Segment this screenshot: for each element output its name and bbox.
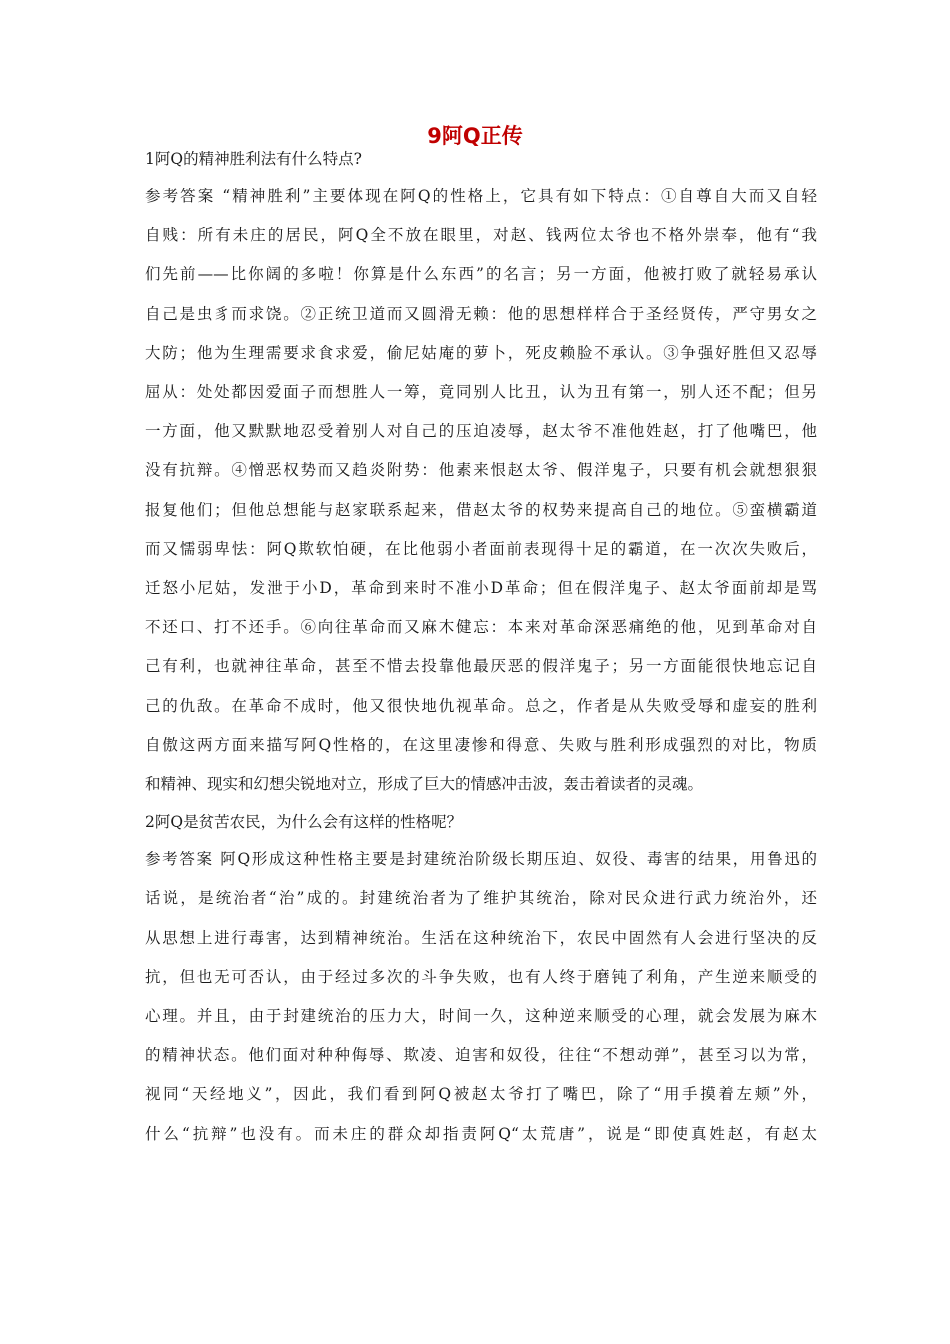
answer-1-line: 自贱：所有未庄的居民，阿Q全不放在眼里，对赵、钱两位太爷也不格外崇奉，他有“我 <box>145 226 817 245</box>
answer-2-line: 话说，是统治者“治”成的。封建统治者为了维护其统治，除对民众进行武力统治外，还 <box>145 889 817 908</box>
answer-1-line: 己有利，也就神往革命，甚至不惜去投靠他最厌恶的假洋鬼子；另一方面能很快地忘记自 <box>145 657 817 676</box>
question-1: 1阿Q的精神胜利法有什么特点? <box>145 150 362 168</box>
answer-2 <box>145 840 817 1154</box>
answer-1-line: 屈从：处处都因爱面子而想胜人一筹，竟同别人比丑，认为丑有第一，别人还不配；但另 <box>145 383 817 402</box>
page-title: 9阿Q正传 <box>427 124 523 148</box>
answer-1-line: 大防；他为生理需要求食求爱，偷尼姑庵的萝卜，死皮赖脸不承认。③争强好胜但又忍辱 <box>145 343 817 362</box>
question-2: 2阿Q是贫苦农民，为什么会有这样的性格呢？ <box>145 813 463 832</box>
answer-2-line: 心理。并且，由于封建统治的压力大，时间一久，这种逆来顺受的心理，就会发展为麻木 <box>145 1007 817 1026</box>
answer-1-line: 没有抗辩。④憎恶权势而又趋炎附势：他素来恨赵太爷、假洋鬼子，只要有机会就想狠狠 <box>145 461 817 480</box>
answer-2-line: 从思想上进行毒害，达到精神统治。生活在这种统治下，农民中固然有人会进行坚决的反 <box>145 928 817 947</box>
answer-1-line: 迁怒小尼姑，发泄于小D，革命到来时不准小D革命；但在假洋鬼子、赵太爷面前却是骂 <box>145 579 817 598</box>
answer-2-line: 视同“天经地义”，因此，我们看到阿Q被赵太爷打了嘴巴，除了“用手摸着左颊”外， <box>145 1085 817 1104</box>
answer-1-line: 和精神、现实和幻想尖锐地对立，形成了巨大的情感冲击波，轰击着读者的灵魂。 <box>145 775 704 794</box>
answer-1-line: 而又懦弱卑怯：阿Q欺软怕硬，在比他弱小者面前表现得十足的霸道，在一次次失败后， <box>145 539 817 558</box>
answer-1-line: 己的仇敌。在革命不成时，他又很快地仇视革命。总之，作者是从失败受辱和虚妄的胜利 <box>145 696 817 715</box>
answer-2-line: 抗，但也无可否认，由于经过多次的斗争失败，也有人终于磨钝了利角，产生逆来顺受的 <box>145 967 817 986</box>
answer-1-line: 自傲这两方面来描写阿Q性格的，在这里凄惨和得意、失败与胜利形成强烈的对比，物质 <box>145 735 817 754</box>
answer-1-line: 自己是虫豸而求饶。②正统卫道而又圆滑无赖：他的思想样样合于圣经贤传，严守男女之 <box>145 304 817 323</box>
answer-1 <box>145 177 817 804</box>
answer-2-line: 什么“抗辩”也没有。而未庄的群众却指责阿Q“太荒唐”，说是“即使真姓赵，有赵太 <box>145 1124 817 1143</box>
answer-1-line: 报复他们；但他总想能与赵家联系起来，借赵太爷的权势来提高自己的地位。⑤蛮横霸道 <box>145 500 817 519</box>
answer-2-line: 的精神状态。他们面对种种侮辱、欺凌、迫害和奴役，往往“不想动弹”，甚至习以为常， <box>145 1046 817 1065</box>
answer-1-line: 们先前——比你阔的多啦！你算是什么东西”的名言；另一方面，他被打败了就轻易承认 <box>145 265 817 284</box>
document-body <box>145 147 817 1154</box>
answer-1-line: 一方面，他又默默地忍受着别人对自己的压迫凌辱，赵太爷不准他姓赵，打了他嘴巴，他 <box>145 422 817 441</box>
answer-2-line: 参考答案 阿Q形成这种性格主要是封建统治阶级长期压迫、奴役、毒害的结果，用鲁迅的 <box>145 850 817 869</box>
answer-1-line: 不还口、打不还手。⑥向往革命而又麻木健忘：本来对革命深恶痛绝的他，见到革命对自 <box>145 618 817 637</box>
answer-1-line: 参考答案 “精神胜利”主要体现在阿Q的性格上，它具有如下特点：①自尊自大而又自轻 <box>145 187 817 205</box>
